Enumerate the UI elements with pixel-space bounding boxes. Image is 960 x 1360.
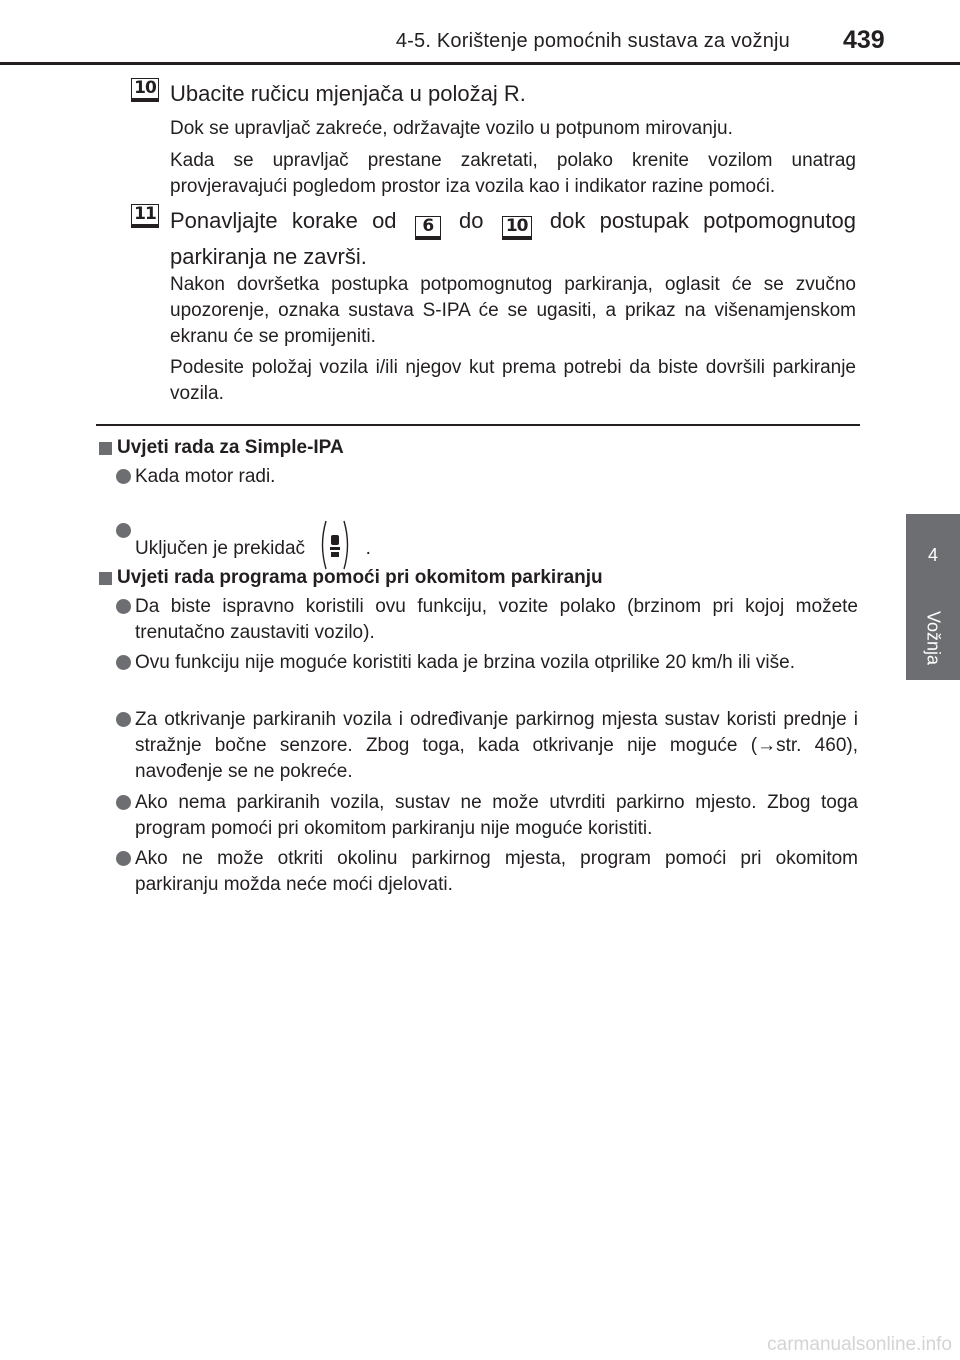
bullet-icon: [116, 469, 131, 484]
chapter-tab-label: [906, 596, 960, 680]
list-item-text: Za otkrivanje parkiranih vozila i određivanje parkirnog mjesta sustav koristi prednje i stražnje bočne senzore. Zbog toga, kada otkrivanje nije moguće (→str. 460), navođenje se ne pokreće.: [135, 709, 858, 782]
step-ref-box: 6: [415, 216, 441, 240]
list-item: [116, 707, 858, 785]
bullet-icon: [116, 655, 131, 670]
step-number-box: 10: [131, 78, 159, 102]
header-rule: [0, 62, 960, 65]
bullet-icon: [116, 599, 131, 614]
list-item-text: Da biste ispravno koristili ovu funkciju, vozite polako (brzinom pri kojoj možete trenutačno zaustaviti vozilo).: [135, 596, 858, 643]
section-square-icon: [99, 572, 112, 585]
bullet-icon: [116, 795, 131, 810]
watermark: carmanualsonline.info: [767, 1334, 952, 1355]
list-item-text: Ako ne može otkriti okolinu parkirnog mjesta, program pomoći pri okomitom parkiranju možda neće moći djelovati.: [135, 848, 858, 895]
section-square-icon: [99, 442, 112, 455]
section-heading-text: Uvjeti rada za Simple-IPA: [117, 437, 344, 458]
step-paragraph: Nakon dovršetka postupka potpomognutog parkiranja, oglasit će se zvučno upozorenje, oznaka sustava S-IPA će se ugasiti, a prikaz na višenamjenskom ekranu će se promijeniti.: [170, 274, 856, 347]
list-item-text-part: Uključen je prekidač: [135, 538, 306, 560]
step-heading-text: do: [458, 208, 484, 233]
section-title: 4-5. Korištenje pomoćnih sustava za vožnju: [395, 30, 790, 52]
section-divider: [96, 424, 860, 426]
bullet-icon: [116, 712, 131, 727]
list-item: [116, 790, 858, 842]
section-heading-text: Uvjeti rada programa pomoći pri okomitom parkiranju: [117, 567, 603, 588]
chapter-label: Vožnja: [923, 610, 944, 666]
chapter-tab-number: [906, 514, 960, 596]
chapter-number: 4: [927, 544, 938, 565]
section-heading: [99, 565, 603, 591]
step-paragraph: Dok se upravljač zakreće, održavajte vozilo u potpunom mirovanju.: [170, 118, 733, 139]
list-item: [116, 650, 858, 676]
step-heading-text: dok postupak potpomognutog parkiranja ne završi.: [170, 208, 856, 269]
section-heading: [99, 435, 344, 461]
step-number-box: 11: [131, 204, 159, 228]
page-number: 439: [843, 26, 885, 54]
list-item-text-part: .: [365, 538, 371, 560]
list-item: [116, 846, 858, 898]
step-ref-box: 10: [502, 216, 532, 240]
bullet-icon: [116, 851, 131, 866]
list-item-text: Ako nema parkiranih vozila, sustav ne može utvrditi parkirno mjesto. Zbog toga program pomoći pri okomitom parkiranju nije moguće koristiti.: [135, 792, 858, 839]
list-item-text: Kada motor radi.: [135, 466, 276, 487]
bullet-icon: [116, 523, 131, 538]
step-paragraph: Podesite položaj vozila i/ili njegov kut prema potrebi da biste dovršili parkiranje vozila.: [170, 357, 856, 404]
step-heading: [170, 204, 856, 274]
step-heading: Ubacite ručicu mjenjača u položaj R.: [170, 81, 526, 106]
list-item-text: Ovu funkciju nije moguće koristiti kada je brzina vozila otprilike 20 km/h ili više.: [135, 652, 795, 673]
list-item: [116, 594, 858, 646]
step-heading-text: Ponavljajte korake od: [170, 208, 397, 233]
list-item: [116, 464, 858, 490]
step-paragraph: Kada se upravljač prestane zakretati, polako krenite vozilom unatrag provjeravajući pogledom prostor iza vozila kao i indikator razine pomoći.: [170, 150, 856, 197]
